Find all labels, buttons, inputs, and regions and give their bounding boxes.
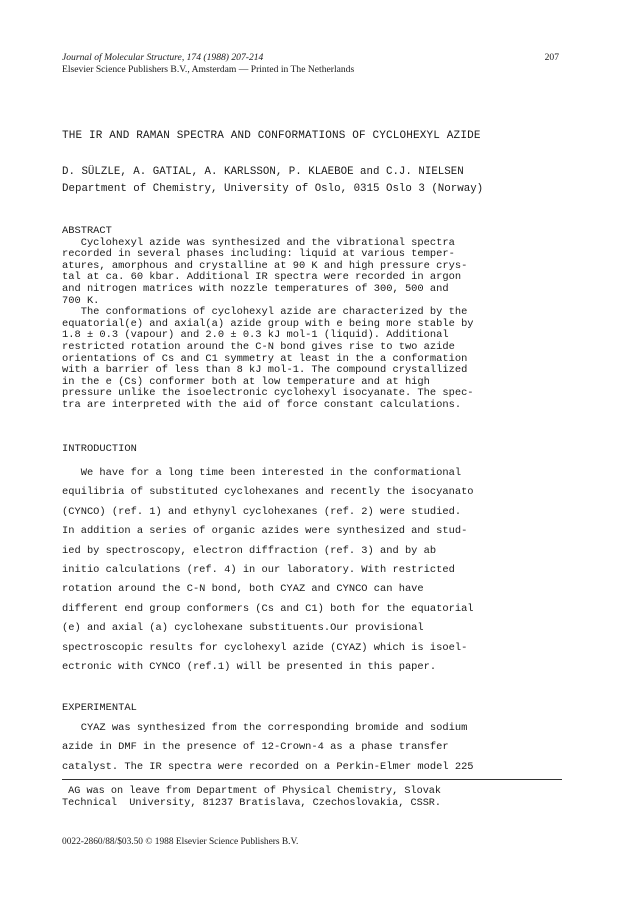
- abstract-line: restricted rotation around the C-N bond gives rise to two azide: [62, 340, 455, 353]
- abstract-line: with a barrier of less than 8 kJ mol-1. The compound crystallized: [62, 364, 468, 377]
- body-line: rotation around the C-N bond, both CYAZ and CYNCO can have: [62, 583, 424, 596]
- abstract-line: tal at ca. 60 kbar. Additional IR spectra were recorded in argon: [62, 271, 462, 284]
- abstract-line: equatorial(e) and axial(a) azide group with e being more stable by: [62, 317, 474, 330]
- abstract-line: 1.8 ± 0.3 (vapour) and 2.0 ± 0.3 kJ mol-1 (liquid). Additional: [62, 329, 449, 342]
- body-line: equilibria of substituted cyclohexanes and recently the isocyanato: [62, 486, 474, 499]
- abstract-line: 700 K.: [62, 294, 100, 307]
- experimental-body: [62, 719, 562, 777]
- abstract-heading: ABSTRACT: [62, 225, 112, 237]
- body-line: CYAZ was synthesized from the corresponding bromide and sodium: [62, 722, 468, 734]
- abstract-line: tra are interpreted with the aid of force constant calculations.: [62, 398, 462, 411]
- copyright-line: 0022-2860/88/$03.50 © 1988 Elsevier Science Publishers B.V.: [62, 837, 299, 847]
- body-line: spectroscopic results for cyclohexyl azide (CYAZ) which is isoel-: [62, 641, 468, 654]
- abstract-line: pressure unlike the isoelectronic cyclohexyl isocyanate. The spec-: [62, 387, 474, 400]
- body-line: In addition a series of organic azides were synthesized and stud-: [62, 525, 468, 538]
- body-line: different end group conformers (Cs and C1) both for the equatorial: [62, 602, 474, 615]
- paper-title: THE IR AND RAMAN SPECTRA AND CONFORMATIONS OF CYCLOHEXYL AZIDE: [62, 130, 481, 142]
- footnote-divider: [62, 779, 562, 780]
- body-line: ectronic with CYNCO (ref.1) will be presented in this paper.: [62, 661, 437, 674]
- body-line: (e) and axial (a) cyclohexane substituents.Our provisional: [62, 622, 424, 635]
- abstract-line: recorded in several phases including: liquid at various temper-: [62, 248, 455, 261]
- abstract-line: atures, amorphous and crystalline at 90 K and high pressure crys-: [62, 259, 468, 272]
- abstract-line: The conformations of cyclohexyl azide are characterized by the: [62, 306, 468, 319]
- footnote: [62, 786, 562, 810]
- footnote-line: Technical University, 81237 Bratislava, Czechoslovakia, CSSR.: [62, 798, 442, 809]
- abstract-line: orientations of Cs and C1 symmetry at least in the a conformation: [62, 352, 468, 365]
- author-affiliation: Department of Chemistry, University of Oslo, 0315 Oslo 3 (Norway): [62, 183, 484, 195]
- abstract-section: [62, 226, 562, 412]
- introduction-body: [62, 464, 562, 677]
- abstract-line: and nitrogen matrices with nozzle temperatures of 300, 500 and: [62, 282, 449, 295]
- journal-citation: Journal of Molecular Structure, 174 (1988) 207-214: [62, 52, 264, 63]
- body-line: catalyst. The IR spectra were recorded on a Perkin-Elmer model 225: [62, 760, 474, 773]
- body-line: azide in DMF in the presence of 12-Crown-4 as a phase transfer: [62, 741, 449, 754]
- introduction-heading: INTRODUCTION: [62, 443, 137, 455]
- footnote-line: AG was on leave from Department of Physical Chemistry, Slovak: [62, 786, 442, 797]
- publisher-line: Elsevier Science Publishers B.V., Amsterdam — Printed in The Netherlands: [62, 64, 355, 75]
- author-list: D. SÜLZLE, A. GATIAL, A. KARLSSON, P. KLAEBOE and C.J. NIELSEN: [62, 166, 464, 178]
- body-line: initio calculations (ref. 4) in our laboratory. With restricted: [62, 564, 455, 577]
- body-line: ied by spectroscopy, electron diffraction (ref. 3) and by ab: [62, 544, 437, 557]
- page-number: 207: [544, 52, 559, 63]
- abstract-line: Cyclohexyl azide was synthesized and the vibrational spectra: [62, 236, 455, 249]
- abstract-line: in the e (Cs) conformer both at low temperature and at high: [62, 375, 430, 388]
- body-line: (CYNCO) (ref. 1) and ethynyl cyclohexanes (ref. 2) were studied.: [62, 505, 462, 518]
- body-line: We have for a long time been interested in the conformational: [62, 467, 462, 479]
- experimental-heading: EXPERIMENTAL: [62, 702, 137, 714]
